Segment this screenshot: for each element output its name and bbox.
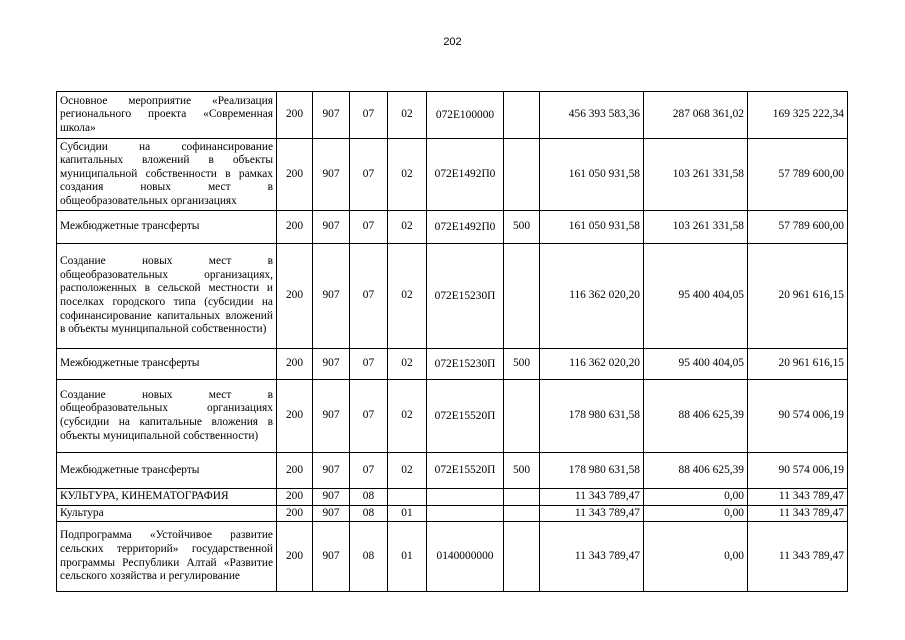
cell-code: 907 (313, 522, 350, 592)
cell-subsection: 02 (388, 244, 427, 349)
cell-sum-3: 20 961 616,15 (748, 244, 848, 349)
cell-code: 907 (313, 139, 350, 211)
cell-sum-2: 0,00 (644, 522, 748, 592)
cell-ministry: 200 (277, 489, 313, 506)
cell-sum-2: 0,00 (644, 489, 748, 506)
cell-expense-type (504, 522, 540, 592)
cell-ministry: 200 (277, 244, 313, 349)
cell-section: 07 (350, 92, 388, 139)
row-name: Подпрограмма «Устойчивое развитие сельских территорий» государственной программы Республики Алтай «Развитие сельского хозяйства и регулирование (57, 522, 277, 592)
cell-sum-3: 11 343 789,47 (748, 506, 848, 522)
cell-code: 907 (313, 506, 350, 522)
table-row (57, 453, 848, 489)
cell-section: 08 (350, 506, 388, 522)
table-row (57, 489, 848, 506)
cell-target-code: 072Е15230П (427, 349, 504, 380)
cell-target-code: 0140000000 (427, 522, 504, 592)
cell-sum-1: 456 393 583,36 (540, 92, 644, 139)
cell-code: 907 (313, 211, 350, 244)
cell-section: 08 (350, 489, 388, 506)
cell-sum-1: 178 980 631,58 (540, 380, 644, 453)
row-name: Создание новых мест в общеобразовательных организациях, расположенных в сельской местности и поселках городского типа (субсидии на софинансирование капитальных вложений в объекты муниципальной собственности) (57, 244, 277, 349)
row-name: Основное мероприятие «Реализация регионального проекта «Современная школа» (57, 92, 277, 139)
cell-code: 907 (313, 244, 350, 349)
cell-target-code: 072Е15520П (427, 380, 504, 453)
cell-sum-1: 116 362 020,20 (540, 244, 644, 349)
cell-sum-2: 95 400 404,05 (644, 349, 748, 380)
row-name: Создание новых мест в общеобразовательных организациях (субсидии на капитальные вложения в объекты муниципальной собственности) (57, 380, 277, 453)
cell-sum-3: 20 961 616,15 (748, 349, 848, 380)
page-number: 202 (443, 36, 462, 48)
cell-expense-type: 500 (504, 211, 540, 244)
cell-expense-type: 500 (504, 453, 540, 489)
cell-target-code: 072Е15520П (427, 453, 504, 489)
row-name: Субсидии на софинансирование капитальных вложений в объекты муниципальной собственности в рамках создания новых мест в общеобразовательных организациях (57, 139, 277, 211)
cell-sum-2: 88 406 625,39 (644, 453, 748, 489)
table-row (57, 211, 848, 244)
cell-code: 907 (313, 453, 350, 489)
cell-sum-1: 11 343 789,47 (540, 489, 644, 506)
cell-subsection: 01 (388, 522, 427, 592)
cell-ministry: 200 (277, 453, 313, 489)
cell-sum-1: 161 050 931,58 (540, 139, 644, 211)
cell-code: 907 (313, 489, 350, 506)
cell-expense-type (504, 92, 540, 139)
cell-sum-1: 178 980 631,58 (540, 453, 644, 489)
cell-sum-3: 11 343 789,47 (748, 489, 848, 506)
cell-subsection: 02 (388, 380, 427, 453)
row-name: КУЛЬТУРА, КИНЕМАТОГРАФИЯ (57, 489, 277, 506)
cell-target-code (427, 506, 504, 522)
cell-expense-type (504, 139, 540, 211)
cell-section: 07 (350, 380, 388, 453)
table-row (57, 244, 848, 349)
cell-target-code: 072Е15230П (427, 244, 504, 349)
table-row (57, 380, 848, 453)
cell-ministry: 200 (277, 522, 313, 592)
cell-code: 907 (313, 92, 350, 139)
cell-expense-type (504, 244, 540, 349)
cell-target-code: 072Е1492П0 (427, 139, 504, 211)
cell-section: 08 (350, 522, 388, 592)
cell-sum-2: 103 261 331,58 (644, 211, 748, 244)
cell-expense-type (504, 489, 540, 506)
cell-sum-2: 0,00 (644, 506, 748, 522)
row-name: Межбюджетные трансферты (57, 349, 277, 380)
cell-target-code: 072Е1492П0 (427, 211, 504, 244)
cell-sum-2: 103 261 331,58 (644, 139, 748, 211)
row-name: Межбюджетные трансферты (57, 211, 277, 244)
cell-expense-type (504, 380, 540, 453)
row-name: Межбюджетные трансферты (57, 453, 277, 489)
cell-subsection: 02 (388, 92, 427, 139)
table-row (57, 139, 848, 211)
cell-sum-3: 57 789 600,00 (748, 139, 848, 211)
cell-ministry: 200 (277, 506, 313, 522)
row-name: Культура (57, 506, 277, 522)
cell-ministry: 200 (277, 92, 313, 139)
cell-ministry: 200 (277, 380, 313, 453)
table-row (57, 522, 848, 592)
cell-ministry: 200 (277, 139, 313, 211)
cell-sum-1: 161 050 931,58 (540, 211, 644, 244)
budget-table (56, 91, 848, 592)
cell-sum-2: 95 400 404,05 (644, 244, 748, 349)
cell-subsection: 02 (388, 139, 427, 211)
cell-sum-3: 11 343 789,47 (748, 522, 848, 592)
cell-expense-type: 500 (504, 349, 540, 380)
cell-code: 907 (313, 380, 350, 453)
table-row (57, 92, 848, 139)
cell-ministry: 200 (277, 349, 313, 380)
cell-sum-1: 11 343 789,47 (540, 522, 644, 592)
cell-subsection: 02 (388, 211, 427, 244)
cell-section: 07 (350, 349, 388, 380)
cell-target-code: 072Е100000 (427, 92, 504, 139)
cell-section: 07 (350, 211, 388, 244)
cell-sum-3: 90 574 006,19 (748, 453, 848, 489)
cell-sum-1: 11 343 789,47 (540, 506, 644, 522)
cell-section: 07 (350, 453, 388, 489)
table-row (57, 349, 848, 380)
cell-section: 07 (350, 139, 388, 211)
cell-expense-type (504, 506, 540, 522)
cell-sum-3: 90 574 006,19 (748, 380, 848, 453)
cell-sum-2: 88 406 625,39 (644, 380, 748, 453)
cell-sum-3: 169 325 222,34 (748, 92, 848, 139)
table-row (57, 506, 848, 522)
cell-section: 07 (350, 244, 388, 349)
cell-subsection: 02 (388, 349, 427, 380)
cell-ministry: 200 (277, 211, 313, 244)
cell-subsection: 01 (388, 506, 427, 522)
cell-subsection: 02 (388, 453, 427, 489)
cell-sum-2: 287 068 361,02 (644, 92, 748, 139)
cell-subsection (388, 489, 427, 506)
cell-target-code (427, 489, 504, 506)
cell-sum-1: 116 362 020,20 (540, 349, 644, 380)
cell-code: 907 (313, 349, 350, 380)
cell-sum-3: 57 789 600,00 (748, 211, 848, 244)
